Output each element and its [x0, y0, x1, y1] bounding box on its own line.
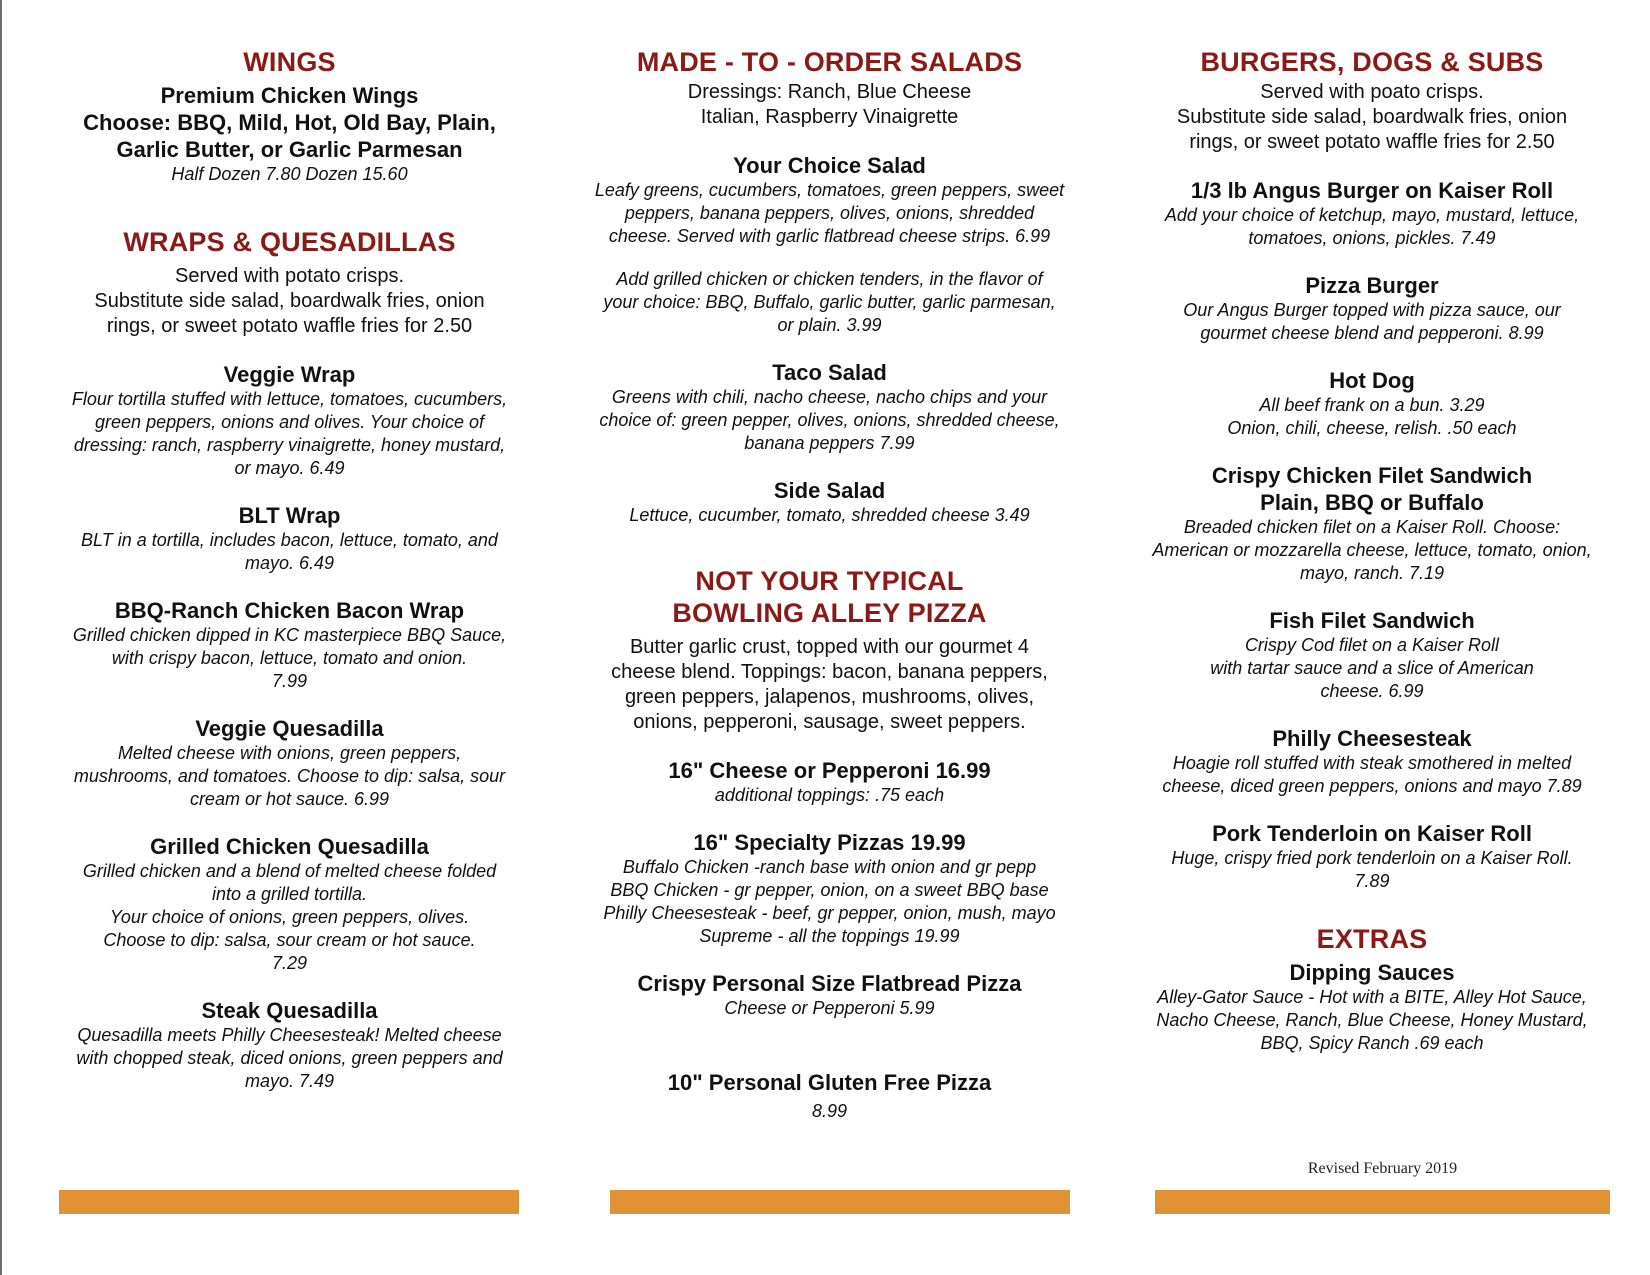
menu-item-desc: Grilled chicken dipped in KC masterpiece BBQ Sauce, with crispy bacon, lettuce, tomato and onion. 7.99 — [72, 625, 507, 691]
menu-item-name: Your Choice Salad — [733, 153, 926, 178]
section-wraps — [57, 226, 522, 1093]
menu-item-name: Crispy Personal Size Flatbread Pizza — [637, 971, 1022, 996]
menu-item — [1142, 462, 1602, 585]
menu-item-name: Crispy Chicken Filet Sandwich Plain, BBQ or Buffalo — [1211, 463, 1533, 515]
menu-item-desc: Half Dozen 7.80 Dozen 15.60 — [171, 164, 408, 184]
section-intro: Served with poato crisps. Substitute side salad, boardwalk fries, onion rings, or sweet potato waffle fries for 2.50 — [1176, 81, 1568, 153]
menu-item-name: 16" Specialty Pizzas 19.99 — [693, 830, 966, 855]
menu-column-right — [1142, 46, 1602, 1055]
menu-item-desc: Add your choice of ketchup, mayo, mustard, lettuce, tomatoes, onions, pickles. 7.49 — [1164, 205, 1580, 248]
menu-item-name: BLT Wrap — [238, 503, 341, 528]
menu-item-name: Pizza Burger — [1305, 273, 1439, 298]
menu-item-name: Hot Dog — [1329, 368, 1415, 393]
menu-item — [592, 757, 1067, 807]
menu-item-name: 1/3 lb Angus Burger on Kaiser Roll — [1190, 178, 1554, 203]
menu-item-desc: Crispy Cod filet on a Kaiser Roll with tartar sauce and a slice of American cheese. 6.99 — [1210, 635, 1534, 701]
menu-item — [1142, 820, 1602, 893]
menu-item-desc: Hoagie roll stuffed with steak smothered in melted cheese, diced green peppers, onions and mayo 7.89 — [1162, 753, 1582, 796]
menu-item — [592, 970, 1067, 1020]
section-wings — [57, 46, 522, 186]
section-intro: Dressings: Ranch, Blue Cheese Italian, Raspberry Vinaigrette — [687, 81, 972, 128]
menu-item — [57, 361, 522, 480]
menu-item-name: Taco Salad — [772, 360, 887, 385]
menu-item-desc: Lettuce, cucumber, tomato, shredded cheese 3.49 — [629, 505, 1030, 525]
footer-bar-left — [59, 1190, 519, 1214]
gluten-free-pizza-name: 10" Personal Gluten Free Pizza — [667, 1070, 992, 1095]
menu-item — [57, 502, 522, 575]
menu-item-name: Fish Filet Sandwich — [1269, 608, 1475, 633]
menu-item-desc: Breaded chicken filet on a Kaiser Roll. Choose: American or mozzarella cheese, lettuce, tomato, onion, mayo, ranch. 7.19 — [1152, 517, 1592, 583]
menu-item — [1142, 607, 1602, 703]
footer-bar-center — [610, 1190, 1070, 1214]
menu-item — [57, 597, 522, 693]
menu-item — [1142, 367, 1602, 440]
section-pizza — [592, 565, 1067, 1125]
menu-item-name: Side Salad — [773, 478, 886, 503]
menu-item-name: Dipping Sauces — [1289, 960, 1455, 985]
section-title-wraps: WRAPS & QUESADILLAS — [123, 227, 456, 257]
section-salads — [592, 46, 1067, 527]
menu-item-name: Philly Cheesesteak — [1272, 726, 1472, 751]
footer-bar-right — [1155, 1190, 1610, 1214]
section-title-wings: WINGS — [243, 47, 336, 77]
menu-item — [592, 152, 1067, 248]
menu-item-desc: Cheese or Pepperoni 5.99 — [724, 998, 935, 1018]
menu-item-desc: Huge, crispy fried pork tenderloin on a Kaiser Roll. 7.89 — [1171, 848, 1573, 891]
menu-item-desc: All beef frank on a bun. 3.29 Onion, chili, cheese, relish. .50 each — [1227, 395, 1517, 438]
menu-item — [592, 477, 1067, 527]
menu-item-name: Pork Tenderloin on Kaiser Roll — [1212, 821, 1532, 846]
menu-item-desc: additional toppings: .75 each — [714, 785, 945, 805]
menu-item-desc: BLT in a tortilla, includes bacon, lettuce, tomato, and mayo. 6.49 — [81, 530, 498, 573]
menu-item-desc: Leafy greens, cucumbers, tomatoes, green peppers, sweet peppers, banana peppers, olives, onions, shredded cheese. Served with garlic flatbread cheese strips. 6.99 — [594, 180, 1065, 246]
section-title-salads: MADE - TO - ORDER SALADS — [636, 47, 1023, 77]
menu-item — [592, 829, 1067, 948]
menu-item-desc: Greens with chili, nacho cheese, nacho chips and your choice of: green pepper, olives, onions, shredded cheese, banana peppers 7.99 — [599, 387, 1060, 453]
menu-item-name: BBQ-Ranch Chicken Bacon Wrap — [114, 598, 465, 623]
menu-item-name: 16" Cheese or Pepperoni 16.99 — [668, 758, 991, 783]
menu-item-name: Steak Quesadilla — [201, 998, 378, 1023]
menu-column-left — [57, 46, 522, 1093]
menu-item-name — [592, 1042, 1067, 1125]
menu-item-desc: Our Angus Burger topped with pizza sauce, our gourmet cheese blend and pepperoni. 8.99 — [1183, 300, 1561, 343]
menu-item-desc: Add grilled chicken or chicken tenders, in the flavor of your choice: BBQ, Buffalo, garlic butter, garlic parmesan, or plain. 3.99 — [603, 269, 1056, 335]
menu-item — [57, 715, 522, 811]
section-intro: Served with potato crisps. Substitute side salad, boardwalk fries, onion rings, or sweet potato waffle fries for 2.50 — [94, 265, 485, 337]
section-title-burgers: BURGERS, DOGS & SUBS — [1200, 47, 1544, 77]
menu-item — [57, 833, 522, 975]
section-extras — [1142, 923, 1602, 1055]
menu-item-desc: Quesadilla meets Philly Cheesesteak! Melted cheese with chopped steak, diced onions, green peppers and mayo. 7.49 — [76, 1025, 503, 1091]
gluten-free-pizza-price: 8.99 — [811, 1101, 848, 1121]
menu-item-desc: Buffalo Chicken -ranch base with onion and gr pepp BBQ Chicken - gr pepper, onion, on a sweet BBQ base Philly Cheesesteak - beef, gr pepper, onion, mush, mayo Supreme - all the toppings 19.99 — [603, 857, 1056, 946]
section-intro: Butter garlic crust, topped with our gourmet 4 cheese blend. Toppings: bacon, banana peppers, green peppers, jalapenos, mushrooms, olives, onions, pepperoni, sausage, sweet peppers. — [611, 636, 1048, 733]
menu-item-name: Veggie Wrap — [223, 362, 356, 387]
menu-item-name: Veggie Quesadilla — [195, 716, 384, 741]
menu-column-center — [592, 46, 1067, 1125]
menu-item — [57, 82, 522, 186]
menu-item-desc: Flour tortilla stuffed with lettuce, tomatoes, cucumbers, green peppers, onions and olives. Your choice of dressing: ranch, raspberry vinaigrette, honey mustard, or mayo. 6.49 — [71, 389, 508, 478]
section-burgers — [1142, 46, 1602, 893]
menu-item — [1142, 272, 1602, 345]
menu-item-desc: Melted cheese with onions, green peppers, mushrooms, and tomatoes. Choose to dip: salsa, sour cream or hot sauce. 6.99 — [73, 743, 506, 809]
menu-item — [57, 997, 522, 1093]
menu-item-name: Grilled Chicken Quesadilla — [150, 834, 429, 859]
menu-item — [592, 1042, 1067, 1125]
menu-item-name: Premium Chicken Wings Choose: BBQ, Mild, Hot, Old Bay, Plain, Garlic Butter, or Garlic Parmesan — [83, 83, 496, 162]
menu-item-desc: Alley-Gator Sauce - Hot with a BITE, Alley Hot Sauce, Nacho Cheese, Ranch, Blue Cheese, Honey Mustard, BBQ, Spicy Ranch .69 each — [1156, 987, 1588, 1053]
section-title-extras: EXTRAS — [1316, 924, 1428, 954]
menu-item — [1142, 725, 1602, 798]
section-title-pizza: NOT YOUR TYPICAL BOWLING ALLEY PIZZA — [672, 566, 987, 628]
revised-date: Revised February 2019 — [1307, 1160, 1458, 1177]
menu-item — [592, 359, 1067, 455]
menu-item-desc: Grilled chicken and a blend of melted cheese folded into a grilled tortilla. Your choice of onions, green peppers, olives. Choose to dip: salsa, sour cream or hot sauce. 7.29 — [82, 861, 497, 973]
menu-item — [1142, 177, 1602, 250]
menu-item — [1142, 959, 1602, 1055]
menu-item-addon — [592, 268, 1067, 337]
